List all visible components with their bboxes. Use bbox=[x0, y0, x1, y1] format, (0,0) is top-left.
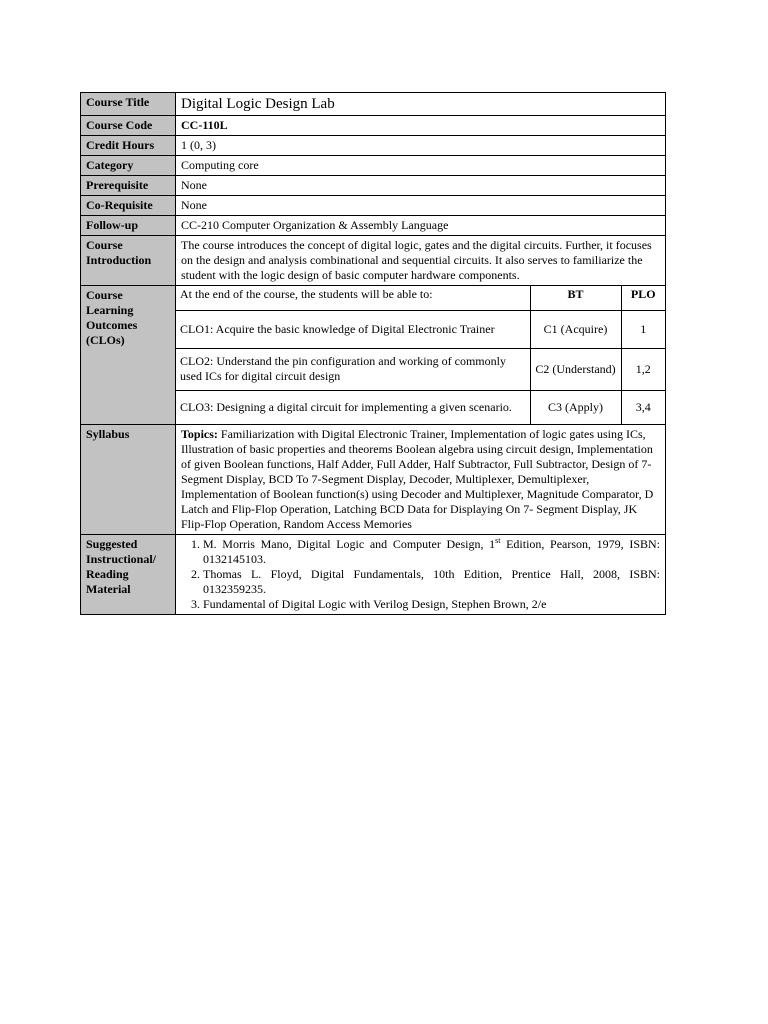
clo-text: CLO2: Understand the pin configuration and working of commonly used ICs for digital circuit design bbox=[176, 348, 530, 390]
followup-label: Follow-up bbox=[81, 216, 176, 236]
corequisite-row bbox=[81, 196, 666, 216]
followup-row bbox=[81, 216, 666, 236]
clo-table bbox=[176, 286, 665, 424]
course-outline-table bbox=[80, 92, 666, 615]
reference-item: 2. Thomas L. Floyd, Digital Fundamentals, 10th Edition, Prentice Hall, 2008, ISBN: 0132359235. bbox=[203, 567, 660, 597]
course-title-label: Course Title bbox=[81, 93, 176, 116]
references-row bbox=[81, 535, 666, 615]
topics-label: Topics: bbox=[181, 427, 218, 441]
clo-row-1 bbox=[176, 310, 665, 348]
clo-plo: 1 bbox=[621, 310, 665, 348]
references-label: Suggested Instructional/ Reading Material bbox=[81, 535, 176, 615]
clo-text: CLO3: Designing a digital circuit for implementing a given scenario. bbox=[176, 390, 530, 424]
followup-value: CC-210 Computer Organization & Assembly Language bbox=[176, 216, 666, 236]
course-title-row bbox=[81, 93, 666, 116]
topics-text: Familiarization with Digital Electronic Trainer, Implementation of logic gates using ICs, Illustration of basic properties and theorems Boolean algebra using circuit design, Implementation of given Boolean functions, Half Adder, Full Adder, Half Subtractor, Full Subtractor, Design of 7-Segment Display, BCD To 7-Segment Display, Decoder, Multiplexer, Demultiplexer, Implementation of Boolean function(s) using Decoder and Multiplexer, Magnitude Comparator, D Latch and Flip-Flop Operation, Latching BCD Data for Displaying On 7- Segment Display, JK Flip-Flop Operation, Random Access Memories bbox=[181, 427, 654, 531]
clo-row bbox=[81, 286, 666, 425]
credit-hours-value: 1 (0, 3) bbox=[176, 136, 666, 156]
clo-bt: C1 (Acquire) bbox=[530, 310, 621, 348]
reference-list bbox=[181, 537, 660, 612]
clo-intro-text: At the end of the course, the students will be able to: bbox=[180, 287, 433, 301]
clo-cell bbox=[176, 286, 666, 425]
course-code-row bbox=[81, 116, 666, 136]
clo-bt: C2 (Understand) bbox=[530, 348, 621, 390]
corequisite-label: Co-Requisite bbox=[81, 196, 176, 216]
references-cell bbox=[176, 535, 666, 615]
clo-text: CLO1: Acquire the basic knowledge of Digital Electronic Trainer bbox=[176, 310, 530, 348]
bt-header: BT bbox=[530, 286, 621, 310]
clo-header-row bbox=[176, 286, 665, 310]
syllabus-row bbox=[81, 425, 666, 535]
reference-1-text-end: Edition, Pearson, 1979, ISBN: 0132145103. bbox=[203, 537, 660, 566]
course-introduction-label: Course Introduction bbox=[81, 236, 176, 286]
category-value: Computing core bbox=[176, 156, 666, 176]
clo-bt: C3 (Apply) bbox=[530, 390, 621, 424]
reference-1-text: M. Morris Mano, Digital Logic and Computer Design, 1 bbox=[203, 537, 496, 551]
course-title-value: Digital Logic Design Lab bbox=[176, 93, 666, 116]
clo-plo: 3,4 bbox=[621, 390, 665, 424]
reference-1-sup: st bbox=[495, 536, 501, 545]
reference-item bbox=[203, 537, 660, 567]
credit-hours-label: Credit Hours bbox=[81, 136, 176, 156]
prerequisite-label: Prerequisite bbox=[81, 176, 176, 196]
prerequisite-row bbox=[81, 176, 666, 196]
category-label: Category bbox=[81, 156, 176, 176]
clo-plo: 1,2 bbox=[621, 348, 665, 390]
syllabus-text bbox=[176, 425, 666, 535]
corequisite-value: None bbox=[176, 196, 666, 216]
course-code-value: CC-110L bbox=[176, 116, 666, 136]
plo-header: PLO bbox=[621, 286, 665, 310]
course-code-label: Course Code bbox=[81, 116, 176, 136]
course-introduction-text: The course introduces the concept of digital logic, gates and the digital circuits. Further, it focuses on the design and analysis combinational and sequential circuits. It also serves to familiarize the student with the logic design of basic computer hardware components. bbox=[176, 236, 666, 286]
clo-row-3 bbox=[176, 390, 665, 424]
course-introduction-row bbox=[81, 236, 666, 286]
syllabus-label: Syllabus bbox=[81, 425, 176, 535]
credit-hours-row bbox=[81, 136, 666, 156]
prerequisite-value: None bbox=[176, 176, 666, 196]
clo-row-2 bbox=[176, 348, 665, 390]
reference-item: 3. Fundamental of Digital Logic with Verilog Design, Stephen Brown, 2/e bbox=[203, 597, 660, 612]
category-row bbox=[81, 156, 666, 176]
clo-label: Course Learning Outcomes (CLOs) bbox=[81, 286, 176, 425]
